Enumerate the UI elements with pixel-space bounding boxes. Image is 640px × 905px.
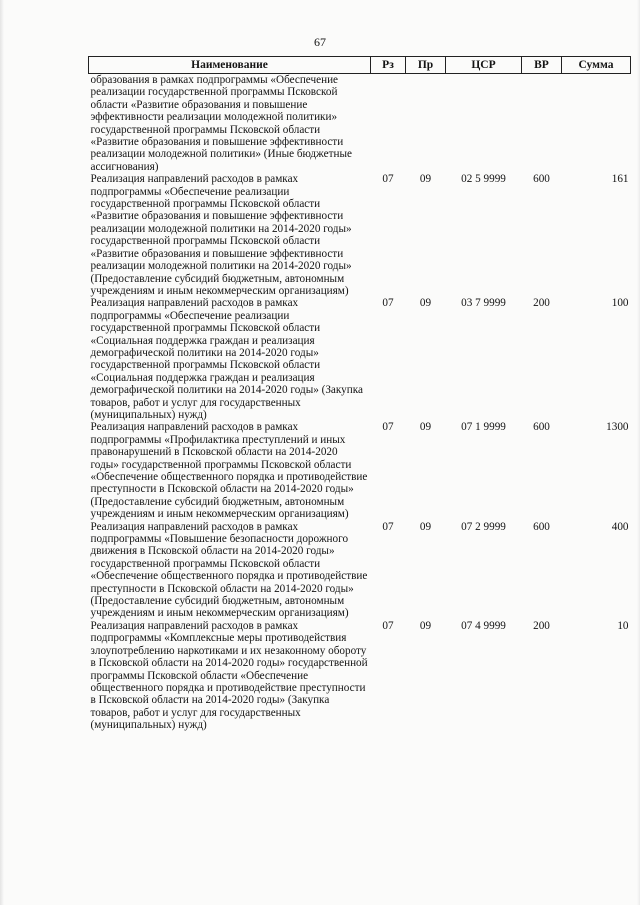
- row-rz: 07: [382, 173, 394, 186]
- row-csr: 07 1 9999: [461, 421, 506, 434]
- header-csr: ЦСР: [446, 57, 522, 74]
- row-name: Реализация направлений расходов в рамках подпрограммы «Повышение безопасности дорожного движения в Псковской области на 2014-2020 годы» государственной программы Псковской области «Обеспечение общественного порядка и противодействие преступности в Псковской области на 2014-2020 годы» (Предоставление субсидий бюджетным, автономным учреждениям и иным некоммерческим организациям): [90, 520, 368, 620]
- budget-table: [88, 56, 631, 732]
- header-pr: Пр: [406, 57, 446, 74]
- header-vr: ВР: [522, 57, 562, 74]
- row-vr: [522, 74, 562, 174]
- row-pr: 09: [419, 297, 432, 310]
- row-csr: 07 2 9999: [461, 520, 506, 533]
- row-name: Реализация направлений расходов в рамках подпрограммы «Обеспечение реализации государственной программы Псковской области «Развитие образования и повышение эффективности реализации молодежной политики на 2014-2020 годы» государственной программы Псковской области «Развитие образования и повышение эффективности реализации молодежной политики на 2014-2020 годы» (Предоставление субсидий бюджетным, автономным учреждениям и иным некоммерческим организациям): [90, 173, 352, 297]
- table-header: [89, 57, 631, 74]
- row-pr: 09: [419, 619, 432, 632]
- row-rz: [371, 74, 406, 174]
- row-pr: [406, 74, 446, 174]
- row-pr: 09: [419, 173, 432, 186]
- row-vr: 200: [533, 619, 550, 632]
- row-sum: 400: [611, 520, 629, 533]
- row-csr: 02 5 9999: [461, 173, 506, 186]
- row-name: Реализация направлений расходов в рамках подпрограммы «Обеспечение реализации государственной программы Псковской области «Социальная поддержка граждан и реализация демографической политики на 2014-2020 годы» государственной программы Псковской области «Социальная поддержка граждан и реализация демографической политики на 2014-2020 годы» (Закупка товаров, работ и услуг для государственных (муниципальных) нужд): [90, 297, 363, 421]
- row-rz: 07: [382, 520, 394, 533]
- row-name: Реализация направлений расходов в рамках подпрограммы «Комплексные меры противодействия злоупотреблению наркотиками и их незаконному обороту в Псковской области на 2014-2020 годы» государственной программы Псковской области «Обеспечение общественного порядка и противодействие преступности в Псковской области на 2014-2020 годы» (Закупка товаров, работ и услуг для государственных (муниципальных) нужд): [90, 619, 368, 732]
- row-vr: 600: [533, 421, 550, 434]
- table-row: [89, 173, 631, 297]
- header-sum: Сумма: [562, 57, 631, 74]
- scan-left-edge: [0, 0, 4, 905]
- row-name: образования в рамках подпрограммы «Обеспечение реализации государственной программы Псковской области «Развитие образования и повышение эффективности реализации молодежной политики» государственной программы Псковской области «Развитие образования и повышение эффективности реализации молодежной политики» (Иные бюджетные ассигнования): [90, 74, 352, 173]
- row-rz: 07: [382, 297, 394, 310]
- table-row: [89, 521, 631, 620]
- row-vr: 600: [533, 173, 550, 186]
- page-number: 67: [314, 35, 326, 49]
- row-sum: 100: [611, 297, 629, 310]
- row-name: Реализация направлений расходов в рамках подпрограммы «Профилактика преступлений и иных правонарушений в Псковской области на 2014-2020 годы» государственной программы Псковской области «Обеспечение общественного порядка и противодействие преступности в Псковской области на 2014-2020 годы» (Предоставление субсидий бюджетным, автономным учреждениям и иным некоммерческим организациям): [90, 421, 368, 521]
- row-rz: 07: [382, 619, 394, 632]
- row-sum: 10: [617, 619, 629, 632]
- row-pr: 09: [419, 421, 432, 434]
- header-rz: Рз: [371, 57, 406, 74]
- row-pr: 09: [419, 520, 432, 533]
- row-sum: [562, 74, 631, 174]
- table-row: [89, 297, 631, 421]
- row-csr: [446, 74, 522, 174]
- table-row: [89, 74, 631, 174]
- row-sum: 1300: [606, 421, 629, 434]
- header-name: Наименование: [89, 57, 371, 74]
- row-vr: 200: [533, 297, 550, 310]
- table-row: [89, 620, 631, 732]
- row-rz: 07: [382, 421, 394, 434]
- table-row: [89, 421, 631, 520]
- row-csr: 07 4 9999: [461, 619, 506, 632]
- row-vr: 600: [533, 520, 550, 533]
- row-sum: 161: [611, 173, 629, 186]
- row-csr: 03 7 9999: [461, 297, 506, 310]
